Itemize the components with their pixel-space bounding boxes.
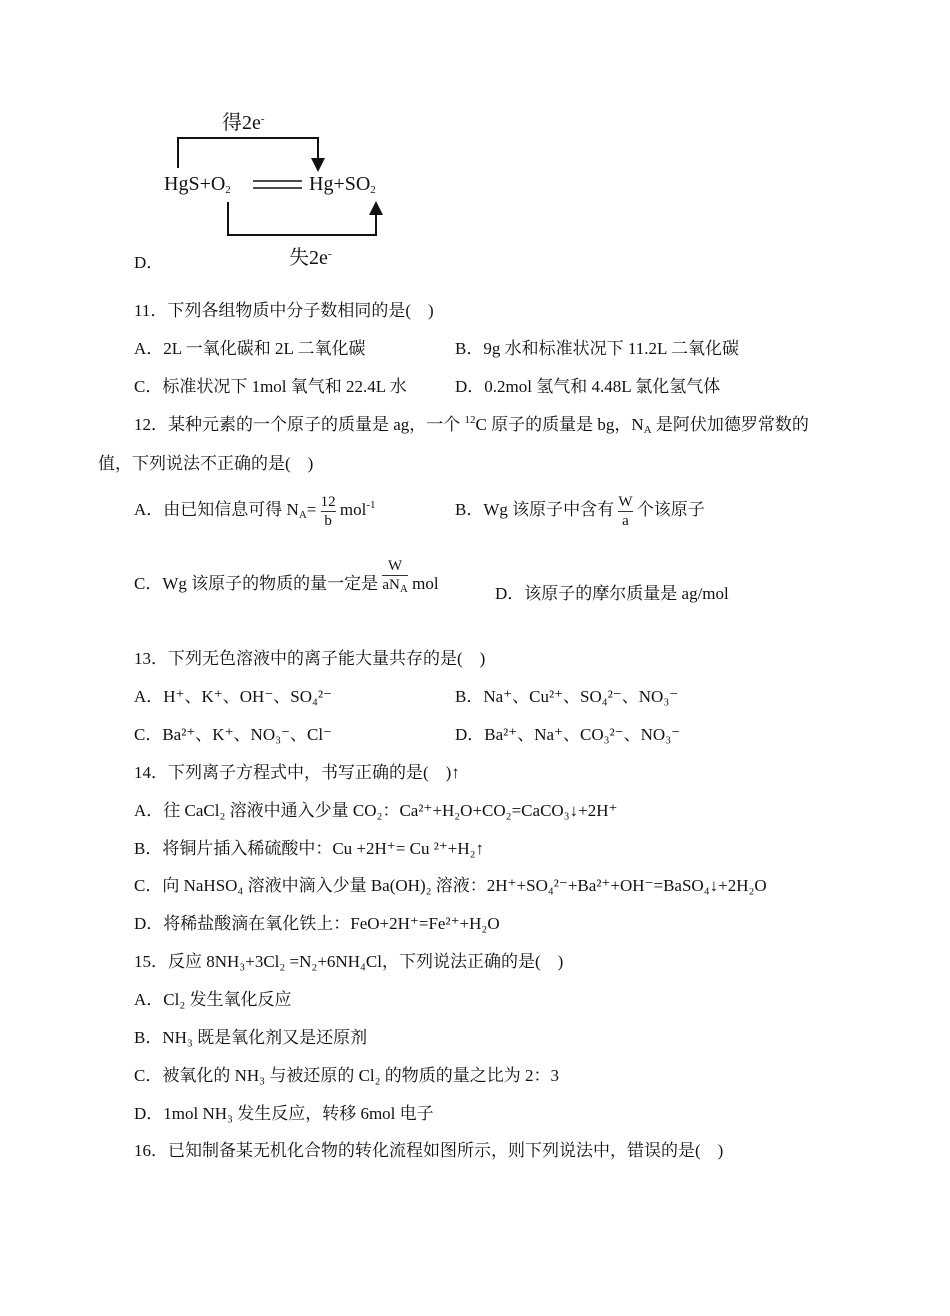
q14-option-b: B．将铜片插入稀硫酸中：Cu +2H⁺= Cu ²⁺+H₂↑ xyxy=(134,839,485,858)
q13-stem: 13．下列无色溶液中的离子能大量共存的是( ) xyxy=(134,649,486,668)
equation-right: $Hg+SO_2$ xyxy=(309,173,376,196)
q12-option-d: D．该原子的摩尔质量是 ag/mol xyxy=(495,584,729,603)
q11-option-d: D．0.2mol 氢气和 4.48L 氯化氢气体 xyxy=(455,377,721,396)
q12-stem: 12．某种元素的一个原子的质量是 ag，一个 $^{12}$C 原子的质量是 bg，$N_A$ 是阿伏加德罗常数的 xyxy=(134,414,809,436)
equation-left: $HgS+O_2$ xyxy=(164,173,231,196)
q12-b-fraction: $\frac{W}{a}$ xyxy=(618,493,633,529)
q14-option-d: D．将稀盐酸滴在氧化铁上：FeO+2H⁺=Fe²⁺+H₂O xyxy=(134,914,500,933)
q13-option-b: B．Na⁺、Cu²⁺、SO₄²⁻、NO₃⁻ xyxy=(455,687,679,706)
gain-electron-label: 得2e- xyxy=(222,112,265,134)
lose-electron-label: 失2e- xyxy=(289,247,332,269)
q13-option-a: A．H⁺、K⁺、OH⁻、SO₄²⁻ xyxy=(134,687,333,706)
q16-stem: 16．已知制备某无机化合物的转化流程如图所示，则下列说法中，错误的是( ) xyxy=(134,1141,724,1160)
transfer-arrows xyxy=(0,0,950,280)
q12-a-fraction: $\frac{12}{b}$ xyxy=(320,493,336,529)
q11-option-c: C．标准状况下 1mol 氧气和 22.4L 水 xyxy=(134,377,407,396)
q15-option-d: D．1mol NH₃ 发生反应，转移 6mol 电子 xyxy=(134,1104,434,1123)
q13-option-c: C．Ba²⁺、K⁺、NO₃⁻、Cl⁻ xyxy=(134,725,333,744)
q11-stem: 11．下列各组物质中分子数相同的是( ) xyxy=(134,301,434,320)
q15-option-b: B．NH₃ 既是氧化剂又是还原剂 xyxy=(134,1028,368,1047)
q11-option-b: B．9g 水和标准状况下 11.2L 二氧化碳 xyxy=(455,339,739,358)
q12-option-c: C．Wg 该原子的物质的量一定是 $\frac{W}{aN_A}$ mol xyxy=(134,557,439,595)
q12-option-b: B．Wg 该原子中含有 $\frac{W}{a}$ 个该原子 xyxy=(455,493,705,529)
q15-stem: 15．反应 8NH₃+3Cl₂ =N₂+6NH₄Cl，下列说法正确的是( ) xyxy=(134,952,564,971)
q11-option-a: A．2L 一氧化碳和 2L 二氧化碳 xyxy=(134,339,366,358)
q14-stem: 14．下列离子方程式中，书写正确的是( )↑ xyxy=(134,763,460,782)
q14-option-c: C．向 NaHSO₄ 溶液中滴入少量 Ba(OH)₂ 溶液：2H⁺+SO₄²⁻+Ba²⁺+OH⁻=BaSO₄↓+2H₂O xyxy=(134,876,767,895)
q15-option-c: C．被氧化的 NH₃ 与被还原的 Cl₂ 的物质的量之比为 2：3 xyxy=(134,1066,560,1085)
q13-option-d: D．Ba²⁺、Na⁺、CO₃²⁻、NO₃⁻ xyxy=(455,725,681,744)
q12-stem-line2: 值，下列说法不正确的是( ) xyxy=(98,454,314,473)
q12-c-fraction: $\frac{W}{aN_A}$ xyxy=(382,557,408,595)
q14-option-a: A．往 CaCl₂ 溶液中通入少量 CO₂：Ca²⁺+H₂O+CO₂=CaCO₃↓+2H⁺ xyxy=(134,801,618,820)
option-d-letter: D． xyxy=(134,253,164,272)
q12-option-a: A．由已知信息可得 $N_A=$ $\frac{12}{b}$ mol$^{-1}$ xyxy=(134,493,376,529)
q15-option-a: A．Cl₂ 发生氧化反应 xyxy=(134,990,292,1009)
